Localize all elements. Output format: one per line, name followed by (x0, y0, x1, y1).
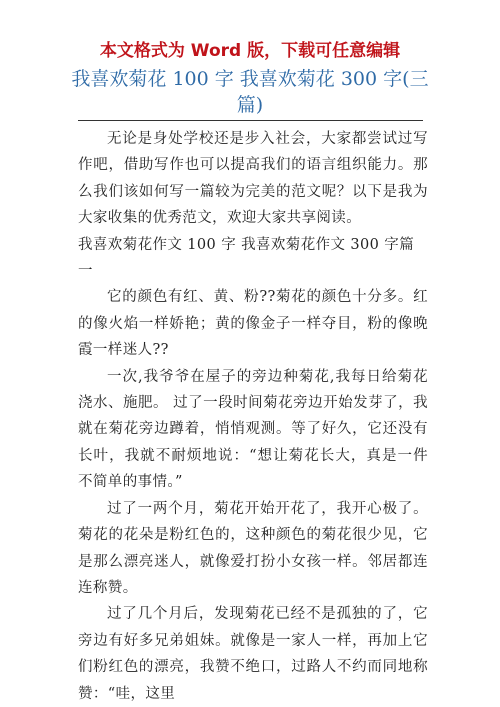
body-paragraph: 过了几个月后，发现菊花已经不是孤独的了，它旁边有好多兄弟姐妹。就像是一家人一样，再加上它们粉红色的漂亮，我赞不绝口，过路人不约而同地称赞：“哇，这里 (78, 606, 428, 702)
body-paragraph: 过了一两个月，菊花开始开花了，我开心极了。菊花的花朵是粉红色的，这种颜色的菊花很少见，它是那么漂亮迷人，就像爱打扮小女孩一样。邻居都连连称赞。 (78, 500, 428, 596)
title-divider (78, 120, 423, 121)
body-paragraph: 它的颜色有红、黄、粉??菊花的颜色十分多。红的像火焰一样娇艳；黄的像金子一样夺目，粉的像晚霞一样迷人?? (78, 289, 428, 359)
body-paragraph: 一次,我爷爷在屋子的旁边种菊花,我每日给菊花浇水、施肥。 过了一段时间菊花旁边开始发芽了，我就在菊花旁边蹲着，悄悄观测。等了好久，它还没有长叶，我就不耐烦地说：“想让菊花长大，真是一件不简单的事情。” (78, 368, 428, 491)
format-note: 本文格式为 Word 版，下载可任意编辑 (99, 41, 401, 61)
section-heading: 我喜欢菊花作文 100 字 我喜欢菊花作文 300 字篇一 (78, 236, 415, 280)
document-title: 我喜欢菊花 100 字 我喜欢菊花 300 字(三篇) (71, 68, 429, 116)
document-body (78, 126, 428, 707)
intro-paragraph: 无论是身处学校还是步入社会，大家都尝试过写作吧，借助写作也可以提高我们的语言组织能力。那么我们该如何写一篇较为完美的范文呢？以下是我为大家收集的优秀范文，欢迎大家共享阅读。 (78, 131, 428, 227)
